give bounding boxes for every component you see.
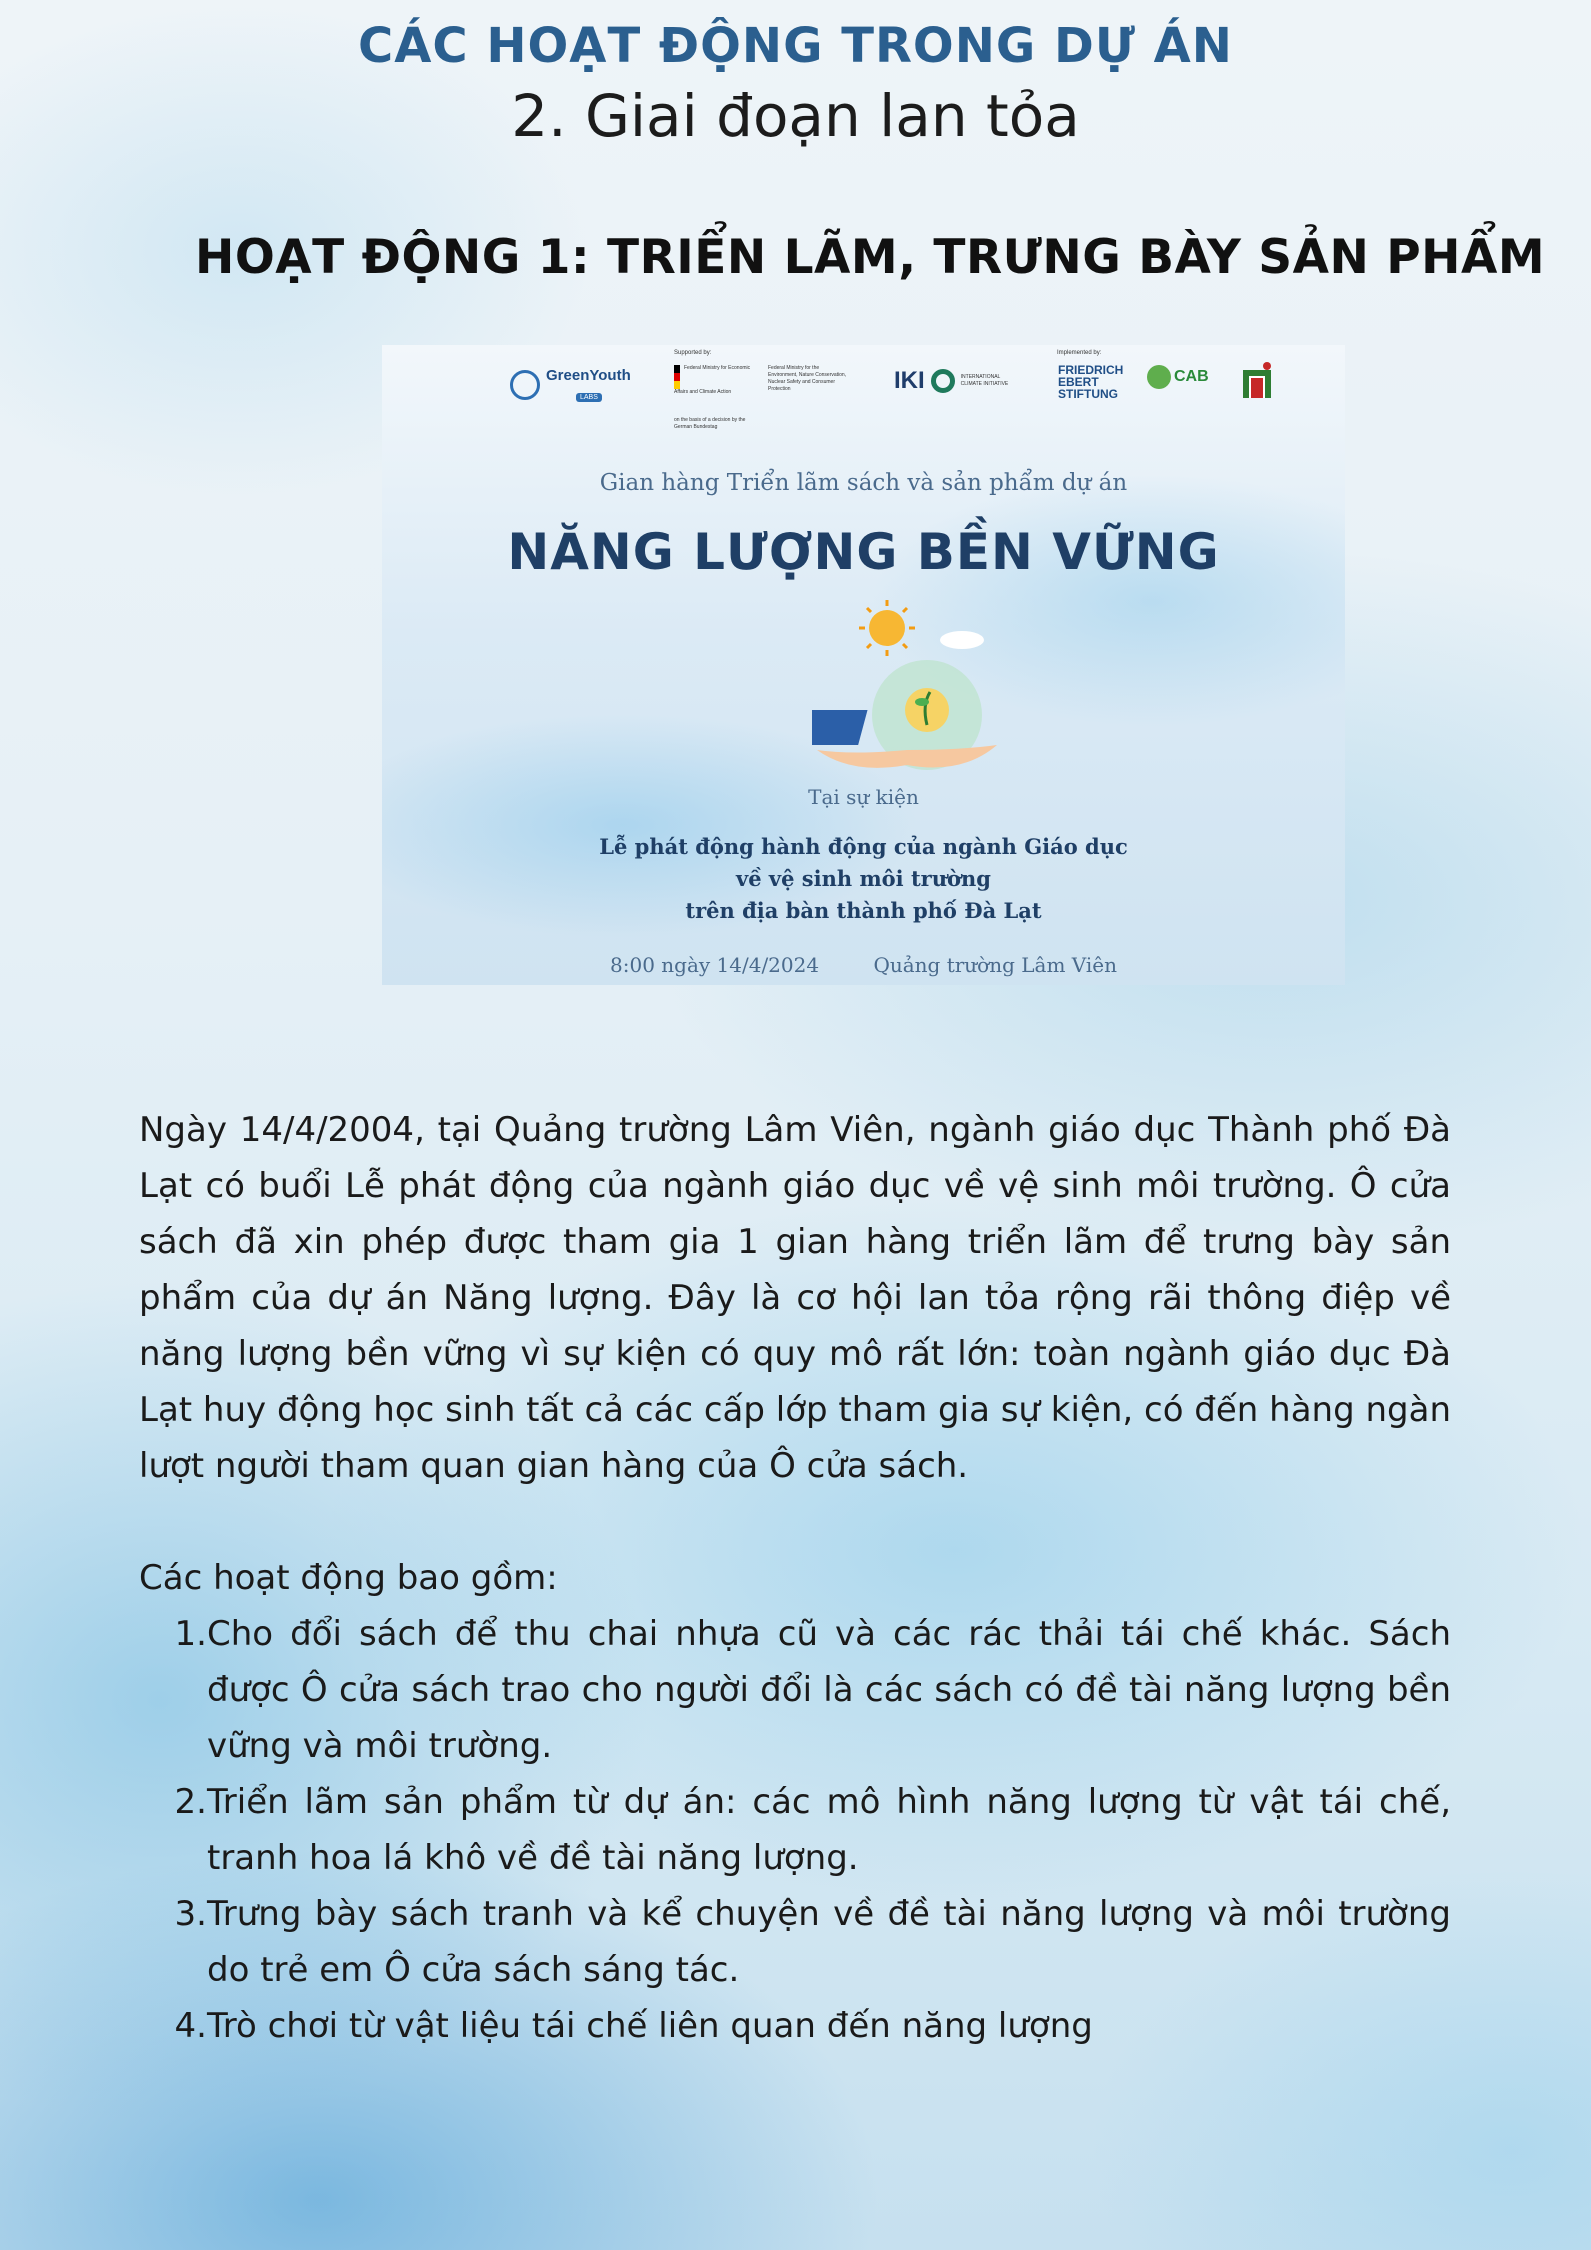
iki-sub: INTERNATIONAL CLIMATE INITIATIVE bbox=[960, 374, 1009, 387]
sponsor-logos bbox=[382, 345, 1345, 435]
activity-title: HOẠT ĐỘNG 1: TRIỂN LÃM, TRƯNG BÀY SẢN PHẨM bbox=[195, 230, 1546, 285]
poster-event-line-2: về vệ sinh môi trường bbox=[736, 866, 991, 891]
list-item-text: Cho đổi sách để thu chai nhựa cũ và các rác thải tái chế khác. Sách được Ô cửa sách trao cho người đổi là các sách có đề tài năng lượng bền vững và môi trường. bbox=[207, 1614, 1451, 1766]
greenyouth-name: GreenYouth bbox=[546, 367, 631, 384]
poster-event-description bbox=[382, 831, 1345, 927]
german-flag-icon bbox=[674, 365, 680, 389]
list-item-number: 1. bbox=[174, 1614, 207, 1654]
bulb-icon bbox=[510, 370, 540, 400]
supported-by-label: Supported by: bbox=[674, 350, 712, 356]
list-item bbox=[139, 1998, 1451, 2054]
list-item-text: Trưng bày sách tranh và kể chuyện về đề tài năng lượng và môi trường do trẻ em Ô cửa sách sáng tác. bbox=[207, 1894, 1451, 1990]
activity-list bbox=[139, 1606, 1451, 2054]
poster-title: NĂNG LƯỢNG BỀN VỮNG bbox=[507, 523, 1220, 581]
poster-time: 8:00 ngày 14/4/2024 bbox=[610, 953, 820, 977]
cab-name: CAB bbox=[1174, 368, 1209, 386]
activities-intro: Các hoạt động bao gồm: bbox=[139, 1558, 558, 1598]
bundestag-note: on the basis of a decision by the German Bundestag bbox=[674, 417, 746, 430]
section-heading: CÁC HOẠT ĐỘNG TRONG DỰ ÁN bbox=[358, 18, 1233, 74]
body-paragraph: Ngày 14/4/2004, tại Quảng trường Lâm Viên, ngành giáo dục Thành phố Đà Lạt có buổi Lễ phát động của ngành giáo dục về vệ sinh môi trường. Ô cửa sách đã xin phép được tham gia 1 gian hàng triển lãm để trưng bày sản phẩm của dự án Năng lượng. Đây là cơ hội lan tỏa rộng rãi thông điệp về năng lượng bền vững vì sự kiện có quy mô rất lớn: toàn ngành giáo dục Đà Lạt huy động học sinh tất cả các cấp lớp tham gia sự kiện, có đến hàng ngàn lượt người tham quan gian hàng của Ô cửa sách. bbox=[139, 1110, 1452, 1486]
bmz-text-2: Federal Ministry for the Environment, Nature Conservation, Nuclear Safety and Consumer Protection bbox=[768, 365, 847, 392]
energy-hands-illustration bbox=[812, 600, 1002, 785]
greenyouth-labs: LABS bbox=[576, 393, 602, 402]
bmz-text-1: Federal Ministry for Economic Affairs and Climate Action bbox=[674, 365, 751, 395]
list-item-text: Triển lãm sản phẩm từ dự án: các mô hình năng lượng từ vật tái chế, tranh hoa lá khô về đề tài năng lượng. bbox=[207, 1782, 1451, 1878]
poster-place: Quảng trường Lâm Viên bbox=[873, 953, 1117, 977]
iki-logo bbox=[894, 367, 1011, 395]
tree-icon bbox=[1147, 365, 1171, 389]
bmz-logo bbox=[674, 365, 848, 396]
list-item bbox=[139, 1886, 1451, 1998]
poster-subtitle: Gian hàng Triển lãm sách và sản phẩm dự án bbox=[599, 470, 1128, 496]
fes-logo: FRIEDRICH EBERT STIFTUNG bbox=[1058, 363, 1124, 401]
list-item bbox=[139, 1606, 1451, 1774]
cab-logo bbox=[1147, 365, 1209, 389]
poster-footer bbox=[382, 953, 1345, 977]
list-item bbox=[139, 1774, 1451, 1886]
implemented-by-label: Implemented by: bbox=[1057, 350, 1102, 356]
list-item-number: 4. bbox=[174, 2006, 207, 2046]
list-item-number: 2. bbox=[174, 1782, 207, 1822]
iki-name: IKI bbox=[894, 367, 925, 394]
phase-heading: 2. Giai đoạn lan tỏa bbox=[511, 82, 1080, 150]
poster-event-line-1: Lễ phát động hành động của ngành Giáo dục bbox=[599, 834, 1128, 859]
poster-event-label: Tại sự kiện bbox=[808, 785, 919, 809]
event-poster-image bbox=[382, 345, 1345, 985]
list-item-text: Trò chơi từ vật liệu tái chế liên quan đến năng lượng bbox=[207, 2006, 1093, 2046]
house-logo-icon bbox=[1237, 360, 1277, 400]
greenyouth-logo bbox=[510, 367, 631, 403]
poster-event-line-3: trên địa bàn thành phố Đà Lạt bbox=[685, 898, 1042, 923]
iki-ring-icon bbox=[931, 369, 955, 393]
list-item-number: 3. bbox=[174, 1894, 207, 1934]
